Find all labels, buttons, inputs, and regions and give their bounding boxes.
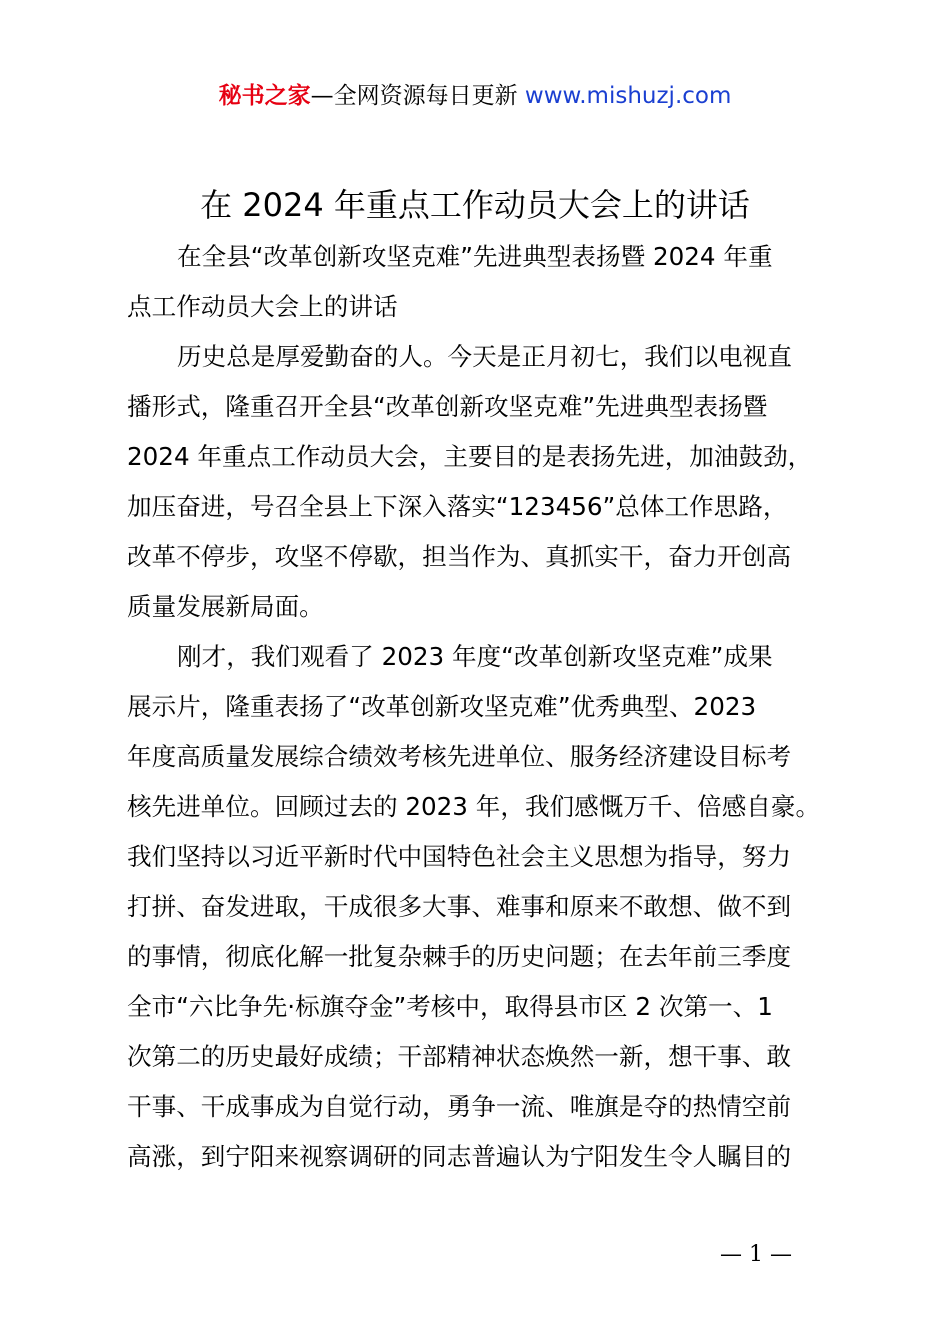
paragraph-line: 加压奋进，号召全县上下深入落实“123456”总体工作思路， (127, 492, 788, 521)
paragraph-line: 全市“六比争先·标旗夺金”考核中，取得县市区 2 次第一、1 (127, 992, 773, 1021)
site-tagline: —全网资源每日更新 (310, 83, 518, 109)
site-brand: 秘书之家 (218, 83, 311, 109)
paragraph-line: 历史总是厚爱勤奋的人。今天是正月初七，我们以电视直 (177, 342, 792, 371)
paragraph-line: 年度高质量发展综合绩效考核先进单位、服务经济建设目标考 (127, 742, 792, 771)
document-title: 在 2024 年重点工作动员大会上的讲话 (200, 186, 750, 224)
document-body (127, 232, 857, 1182)
paragraph-line: 干事、干成事成为自觉行动，勇争一流、唯旗是夺的热情空前 (127, 1092, 792, 1121)
paragraph-line: 刚才，我们观看了 2023 年度“改革创新攻坚克难”成果 (177, 642, 773, 671)
paragraph-line: 质量发展新局面。 (127, 592, 324, 621)
site-header (0, 80, 950, 112)
paragraph-line: 打拼、奋发进取，干成很多大事、难事和原来不敢想、做不到 (127, 892, 792, 921)
paragraph-line: 改革不停步，攻坚不停歇，担当作为、真抓实干，奋力开创高 (127, 542, 792, 571)
subtitle-line: 点工作动员大会上的讲话 (127, 292, 398, 321)
paragraph-line: 展示片，隆重表扬了“改革创新攻坚克难”优秀典型、2023 (127, 692, 757, 721)
paragraph-line: 次第二的历史最好成绩；干部精神状态焕然一新，想干事、敢 (127, 1042, 792, 1071)
subtitle-line: 在全县“改革创新攻坚克难”先进典型表扬暨 2024 年重 (177, 242, 773, 271)
site-url-link[interactable]: www.mishuzj.com (524, 83, 732, 109)
paragraph-line: 播形式，隆重召开全县“改革创新攻坚克难”先进典型表扬暨 (127, 392, 768, 421)
paragraph-line: 核先进单位。回顾过去的 2023 年，我们感慨万千、倍感自豪。 (127, 792, 821, 821)
paragraph-line: 2024 年重点工作动员大会，主要目的是表扬先进，加油鼓劲， (127, 442, 813, 471)
paragraph-line: 的事情，彻底化解一批复杂棘手的历史问题；在去年前三季度 (127, 942, 792, 971)
page-number: — 1 — (720, 1242, 792, 1267)
paragraph-line: 高涨，到宁阳来视察调研的同志普遍认为宁阳发生令人瞩目的 (127, 1142, 792, 1171)
paragraph-line: 我们坚持以习近平新时代中国特色社会主义思想为指导，努力 (127, 842, 792, 871)
